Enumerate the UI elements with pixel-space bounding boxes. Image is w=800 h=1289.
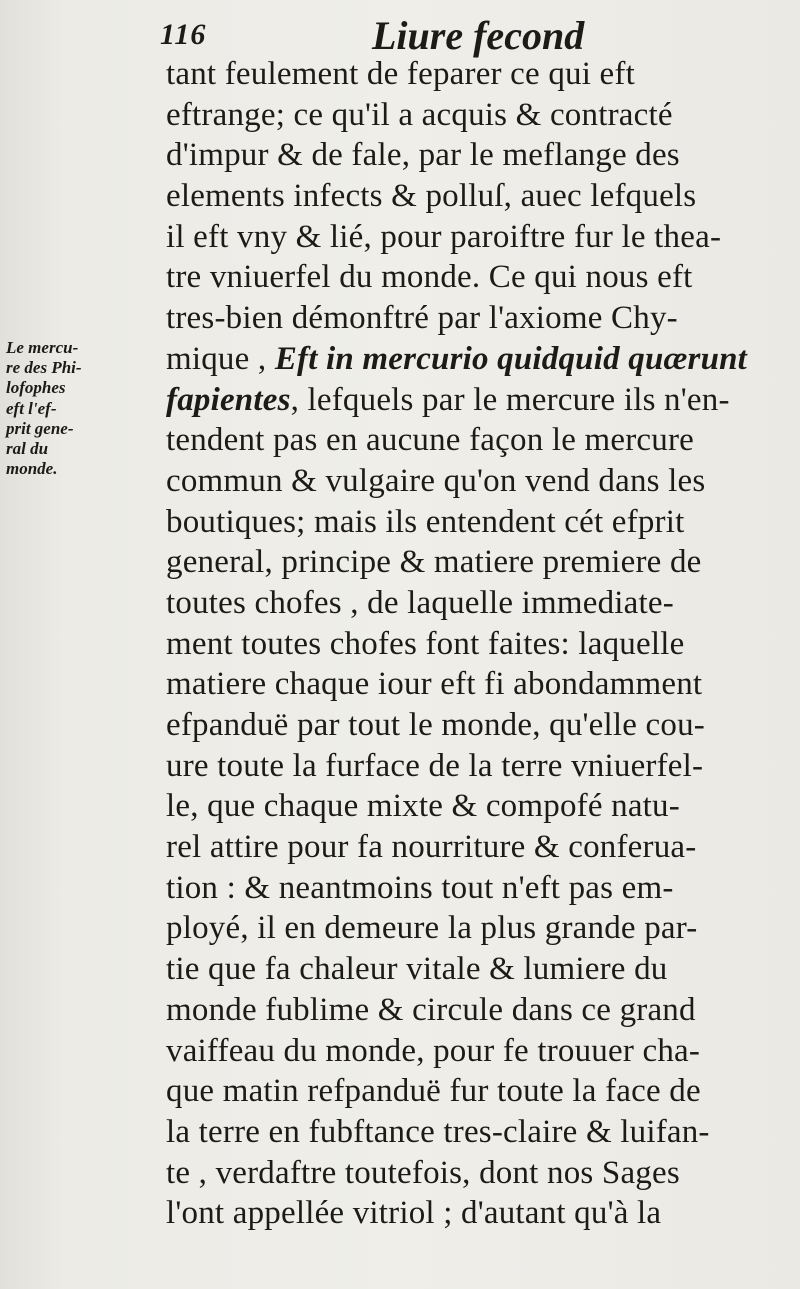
text-line [166,908,766,949]
text-line [166,420,766,461]
text-line [166,746,766,787]
text-line [166,380,766,421]
running-title: Liure fecond [372,13,585,58]
text-line [166,298,766,339]
line-text: ure toute la furface de la terre vniuerfel- [166,747,704,784]
line-text: tion : & neantmoins tout n'eft pas em- [166,869,674,906]
margin-note-line: eft l'ef- [6,398,57,418]
margin-note-line: lofophes [6,378,66,398]
text-line [166,624,766,665]
line-text: tre vniuerfel du monde. Ce qui nous eft [166,259,693,296]
text-line [166,949,766,990]
line-text: tendent pas en aucune façon le mercure [166,422,694,459]
margin-note-line: re des Phi- [6,358,82,378]
line-text: ment toutes chofes font faites: laquelle [166,625,685,662]
text-line [166,664,766,705]
line-text: mique , [166,340,275,377]
line-text: matiere chaque iour eft fi abondamment [166,666,703,703]
line-text: general, principe & matiere premiere de [166,544,702,581]
line-text: que matin refpanduë fur toute la face de [166,1073,701,1110]
line-text: d'impur & de fale, par le meflange des [166,137,680,174]
line-text: l'ont appellée vitriol ; d'autant qu'à la [166,1195,662,1232]
text-line [166,542,766,583]
text-line [166,1193,766,1234]
line-text: le, que chaque mixte & compofé natu- [166,788,680,825]
latin-quotation: fapientes [166,381,291,418]
line-text: toutes chofes , de laquelle immediate- [166,584,674,621]
line-text: , lefquels par le mercure ils n'en- [290,381,730,418]
line-text: elements infects & polluſ, auec lefquels [166,178,697,215]
line-text: monde fublime & circule dans ce grand [166,991,696,1028]
text-line [166,705,766,746]
line-text: boutiques; mais ils entendent cét efprit [166,503,685,540]
text-line [166,502,766,543]
text-line [166,257,766,298]
text-line [166,95,766,136]
line-text: rel attire pour fa nourriture & conferua- [166,829,697,866]
line-text: il eft vny & lié, pour paroiftre fur le thea- [166,218,722,255]
line-text: efpanduë par tout le monde, qu'elle cou- [166,707,705,743]
line-text: tant feulement de feparer ce qui eft [166,56,635,92]
line-text: tie que fa chaleur vitale & lumiere du [166,951,668,988]
margin-note-line: Le mercu- [6,338,79,357]
margin-note-line: ral du [6,438,49,458]
text-line [166,339,766,380]
body-text [166,54,766,1234]
text-line [166,1153,766,1194]
line-text: eftrange; ce qu'il a acquis & contracté [166,96,673,133]
margin-note-line: monde. [6,459,58,479]
line-text: ployé, il en demeure la plus grande par- [166,910,698,947]
line-text: la terre en fubftance tres-claire & luifan- [166,1113,710,1150]
page-number: 116 [160,18,207,51]
text-line [166,1112,766,1153]
text-line [166,990,766,1031]
line-text: tres-bien démonftré par l'axiome Chy- [166,300,678,337]
text-line [166,54,766,95]
page-header [0,8,800,60]
text-line [166,583,766,624]
latin-quotation: Eft in mercurio quidquid quærunt [274,340,748,377]
text-line [166,786,766,827]
text-line [166,217,766,258]
margin-note [6,338,106,479]
line-text: te , verdaftre toutefois, dont nos Sages [166,1154,680,1191]
text-line [166,176,766,217]
text-line [166,827,766,868]
line-text: commun & vulgaire qu'on vend dans les [166,462,706,499]
text-line [166,135,766,176]
text-line [166,868,766,909]
line-text: vaiffeau du monde, pour fe trouuer cha- [166,1032,701,1069]
text-line [166,1071,766,1112]
margin-note-line: prit gene- [6,418,74,438]
text-line [166,461,766,502]
text-line [166,1031,766,1072]
